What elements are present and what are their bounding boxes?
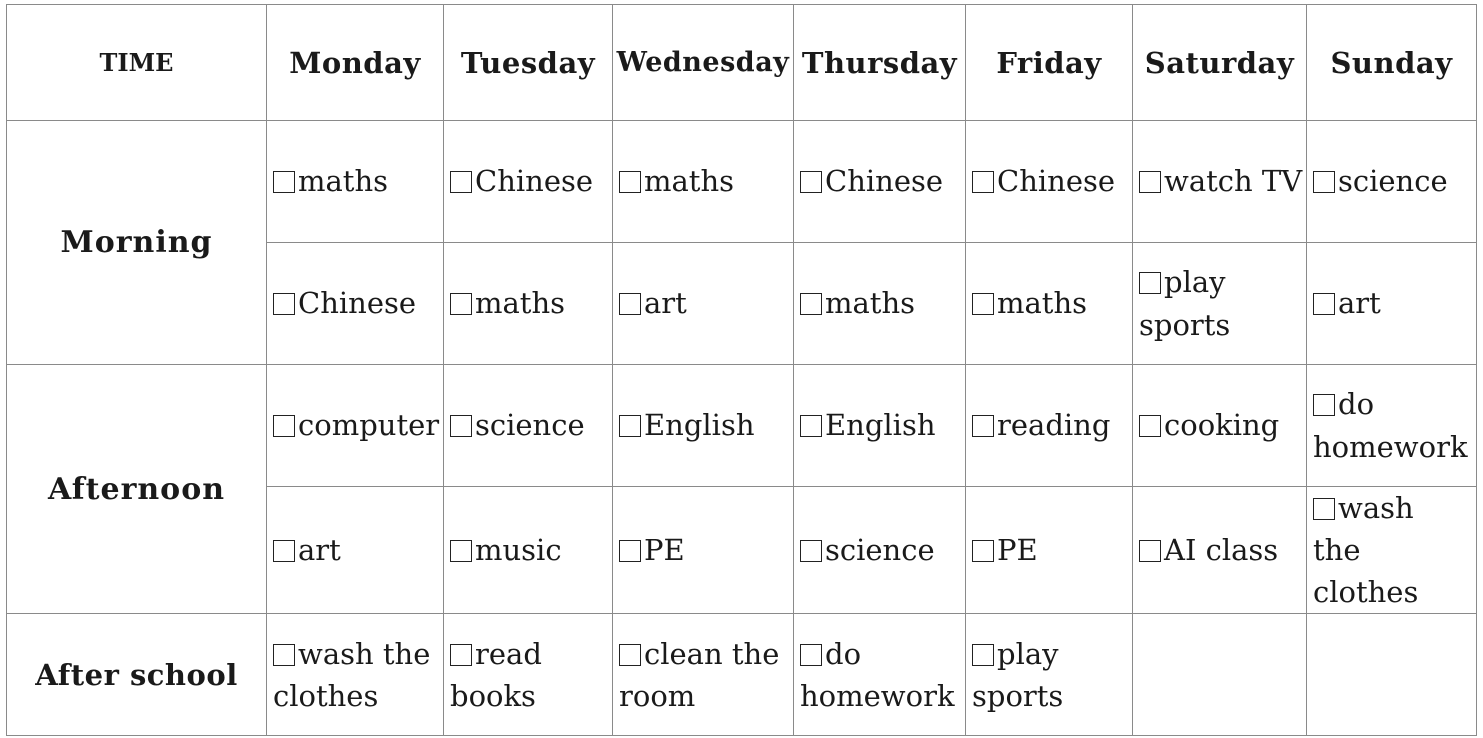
period-label-after-school: After school [7, 614, 267, 736]
checkbox[interactable] [800, 415, 822, 437]
activity-cell [267, 365, 444, 487]
activity-label: play sports [972, 636, 1064, 713]
checkbox[interactable] [1313, 498, 1335, 520]
day-header-saturday: Saturday [1133, 5, 1307, 121]
activity-label: reading [997, 408, 1111, 443]
checkbox[interactable] [1139, 272, 1161, 294]
checkbox[interactable] [1313, 293, 1335, 315]
activity-cell [794, 487, 966, 614]
activity-cell [267, 614, 444, 736]
activity-label: maths [475, 286, 566, 321]
checkbox[interactable] [273, 540, 295, 562]
checkbox[interactable] [450, 171, 472, 193]
activity-cell [1307, 487, 1477, 614]
header-row [7, 5, 1477, 121]
activity-cell [966, 121, 1133, 243]
activity-label: clean the room [619, 636, 780, 713]
checkbox[interactable] [1313, 171, 1335, 193]
activity-label: cooking [1164, 408, 1280, 443]
activity-cell [1133, 365, 1307, 487]
activity-cell [966, 487, 1133, 614]
period-label-afternoon: Afternoon [7, 365, 267, 614]
activity-cell [267, 121, 444, 243]
activity-cell [1307, 365, 1477, 487]
checkbox[interactable] [800, 171, 822, 193]
activity-cell [613, 121, 794, 243]
checkbox[interactable] [619, 540, 641, 562]
checkbox[interactable] [972, 644, 994, 666]
checkbox[interactable] [972, 540, 994, 562]
activity-label: Chinese [825, 164, 944, 199]
activity-label: art [298, 533, 341, 568]
activity-cell [1133, 121, 1307, 243]
activity-label: wash the clothes [273, 636, 431, 713]
activity-label: Chinese [475, 164, 594, 199]
activity-label: art [644, 286, 687, 321]
checkbox[interactable] [1139, 540, 1161, 562]
day-header-friday: Friday [966, 5, 1133, 121]
activity-label: do homework [800, 636, 955, 713]
checkbox[interactable] [972, 171, 994, 193]
activity-cell [794, 614, 966, 736]
empty-cell [1307, 614, 1477, 736]
day-header-tuesday: Tuesday [444, 5, 613, 121]
checkbox[interactable] [1313, 394, 1335, 416]
activity-cell [444, 121, 613, 243]
activity-label: maths [644, 164, 735, 199]
activity-cell [267, 487, 444, 614]
activity-label: music [475, 533, 562, 568]
checkbox[interactable] [450, 293, 472, 315]
activity-label: English [644, 408, 755, 443]
activity-label: watch TV [1164, 164, 1303, 199]
day-header-monday: Monday [267, 5, 444, 121]
activity-label: wash the clothes [1313, 491, 1419, 610]
checkbox[interactable] [800, 644, 822, 666]
checkbox[interactable] [972, 415, 994, 437]
activity-cell [613, 487, 794, 614]
checkbox[interactable] [1139, 415, 1161, 437]
checkbox[interactable] [619, 644, 641, 666]
checkbox[interactable] [273, 415, 295, 437]
activity-cell [444, 614, 613, 736]
checkbox[interactable] [273, 644, 295, 666]
checkbox[interactable] [619, 415, 641, 437]
activity-label: science [475, 408, 585, 443]
activity-label: maths [825, 286, 916, 321]
day-header-wednesday: Wednesday [613, 5, 794, 121]
activity-label: science [1338, 164, 1448, 199]
activity-label: PE [997, 533, 1038, 568]
day-header-sunday: Sunday [1307, 5, 1477, 121]
schedule-table [6, 4, 1477, 736]
activity-label: English [825, 408, 936, 443]
activity-cell [1307, 121, 1477, 243]
checkbox[interactable] [619, 171, 641, 193]
activity-cell [267, 243, 444, 365]
activity-cell [966, 614, 1133, 736]
activity-label: computer [298, 408, 440, 443]
activity-cell [966, 365, 1133, 487]
day-header-thursday: Thursday [794, 5, 966, 121]
activity-label: PE [644, 533, 685, 568]
activity-cell [1133, 487, 1307, 614]
checkbox[interactable] [273, 293, 295, 315]
table-row [7, 365, 1477, 487]
activity-cell [613, 243, 794, 365]
activity-label: art [1338, 286, 1381, 321]
activity-cell [794, 365, 966, 487]
activity-label: read books [450, 636, 542, 713]
activity-cell [1133, 243, 1307, 365]
checkbox[interactable] [619, 293, 641, 315]
activity-label: do homework [1313, 387, 1468, 464]
checkbox[interactable] [273, 171, 295, 193]
time-header: TIME [7, 5, 267, 121]
activity-cell [966, 243, 1133, 365]
activity-label: play sports [1139, 265, 1231, 342]
checkbox[interactable] [450, 644, 472, 666]
activity-cell [794, 121, 966, 243]
activity-label: Chinese [298, 286, 417, 321]
activity-cell [794, 243, 966, 365]
checkbox[interactable] [972, 293, 994, 315]
checkbox[interactable] [450, 415, 472, 437]
activity-label: maths [298, 164, 389, 199]
activity-label: AI class [1164, 533, 1279, 568]
activity-label: science [825, 533, 935, 568]
checkbox[interactable] [450, 540, 472, 562]
activity-cell [444, 243, 613, 365]
activity-cell [444, 365, 613, 487]
period-label-morning: Morning [7, 121, 267, 365]
activity-label: Chinese [997, 164, 1116, 199]
activity-cell [613, 614, 794, 736]
activity-cell [1307, 243, 1477, 365]
activity-cell [444, 487, 613, 614]
checkbox[interactable] [800, 540, 822, 562]
empty-cell [1133, 614, 1307, 736]
activity-label: maths [997, 286, 1088, 321]
table-row [7, 614, 1477, 736]
checkbox[interactable] [1139, 171, 1161, 193]
table-row [7, 121, 1477, 243]
activity-cell [613, 365, 794, 487]
checkbox[interactable] [800, 293, 822, 315]
